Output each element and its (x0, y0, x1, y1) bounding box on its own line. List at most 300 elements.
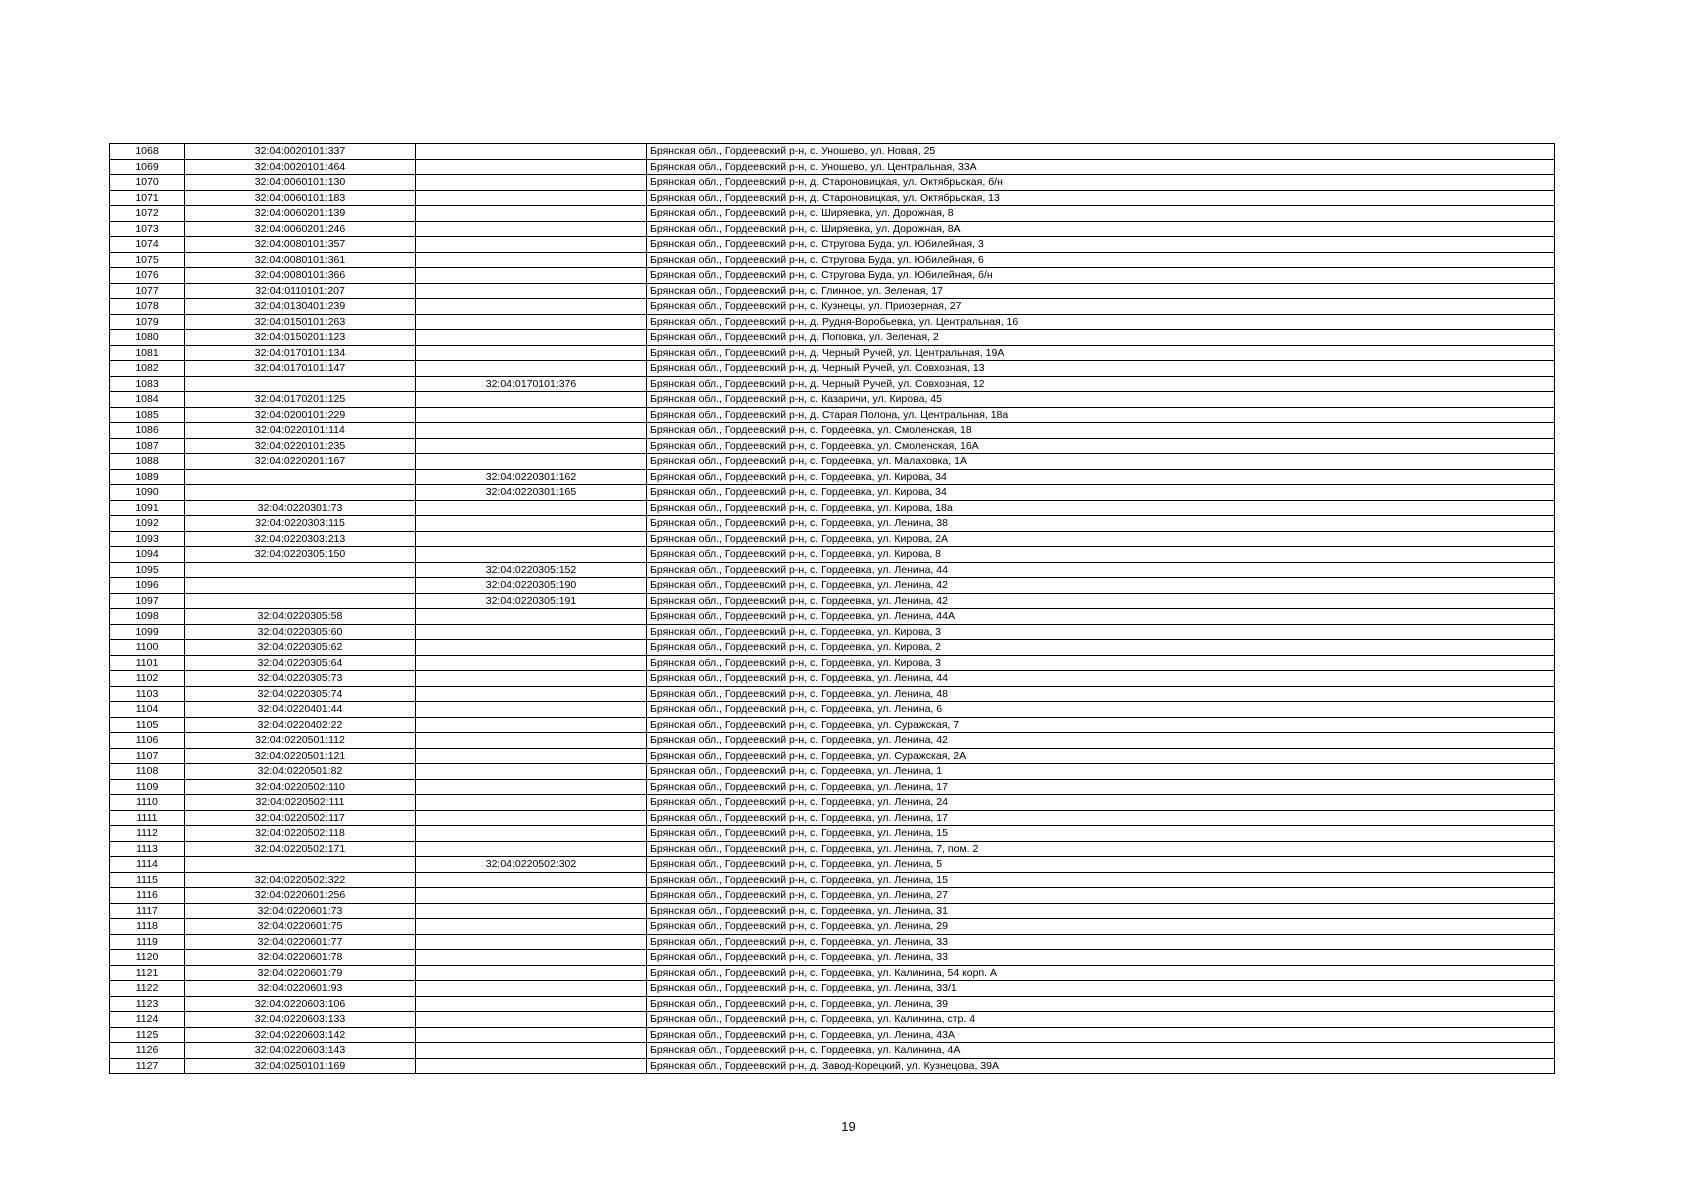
row-number-cell: 1127 (110, 1058, 185, 1074)
address-cell: Брянская обл., Гордеевский р-н, д. Черный Ручей, ул. Центральная, 19А (647, 345, 1555, 361)
table-row (110, 578, 1555, 594)
address-cell: Брянская обл., Гордеевский р-н, с. Гордеевка, ул. Калинина, стр. 4 (647, 1012, 1555, 1028)
table-row (110, 593, 1555, 609)
cadastral-number-cell: 32:04:0220502:117 (185, 810, 416, 826)
address-cell: Брянская обл., Гордеевский р-н, с. Гордеевка, ул. Ленина, 31 (647, 903, 1555, 919)
row-number-cell: 1125 (110, 1027, 185, 1043)
row-number-cell: 1095 (110, 562, 185, 578)
cadastral-number-alt-cell (416, 237, 647, 253)
row-number-cell: 1103 (110, 686, 185, 702)
cadastral-number-alt-cell (416, 206, 647, 222)
cadastral-number-cell: 32:04:0220305:60 (185, 624, 416, 640)
row-number-cell: 1071 (110, 190, 185, 206)
table-row (110, 454, 1555, 470)
address-cell: Брянская обл., Гордеевский р-н, с. Гордеевка, ул. Ленина, 7, пом. 2 (647, 841, 1555, 857)
address-cell: Брянская обл., Гордеевский р-н, с. Уношево, ул. Новая, 25 (647, 144, 1555, 160)
address-cell: Брянская обл., Гордеевский р-н, с. Гордеевка, ул. Ленина, 44 (647, 671, 1555, 687)
row-number-cell: 1123 (110, 996, 185, 1012)
cadastral-number-alt-cell (416, 407, 647, 423)
row-number-cell: 1109 (110, 779, 185, 795)
address-cell: Брянская обл., Гордеевский р-н, с. Гордеевка, ул. Ленина, 29 (647, 919, 1555, 935)
row-number-cell: 1080 (110, 330, 185, 346)
cadastral-number-cell: 32:04:0020101:337 (185, 144, 416, 160)
cadastral-number-alt-cell (416, 764, 647, 780)
table-row (110, 299, 1555, 315)
row-number-cell: 1122 (110, 981, 185, 997)
table-row (110, 268, 1555, 284)
address-cell: Брянская обл., Гордеевский р-н, с. Гордеевка, ул. Ленина, 44 (647, 562, 1555, 578)
row-number-cell: 1097 (110, 593, 185, 609)
address-cell: Брянская обл., Гордеевский р-н, с. Гордеевка, ул. Суражская, 7 (647, 717, 1555, 733)
cadastral-number-alt-cell: 32:04:0170101:376 (416, 376, 647, 392)
cadastral-number-cell: 32:04:0220603:143 (185, 1043, 416, 1059)
address-cell: Брянская обл., Гордеевский р-н, с. Гордеевка, ул. Ленина, 6 (647, 702, 1555, 718)
address-cell: Брянская обл., Гордеевский р-н, с. Гордеевка, ул. Кирова, 3 (647, 624, 1555, 640)
cadastral-number-cell: 32:04:0220601:77 (185, 934, 416, 950)
cadastral-number-alt-cell (416, 1058, 647, 1074)
row-number-cell: 1075 (110, 252, 185, 268)
cadastral-number-cell: 32:04:0220305:150 (185, 547, 416, 563)
cadastral-number-cell: 32:04:0170201:125 (185, 392, 416, 408)
cadastral-number-alt-cell (416, 1012, 647, 1028)
cadastral-number-alt-cell (416, 934, 647, 950)
row-number-cell: 1081 (110, 345, 185, 361)
cadastral-number-cell: 32:04:0220502:110 (185, 779, 416, 795)
row-number-cell: 1073 (110, 221, 185, 237)
cadastral-number-cell: 32:04:0220601:79 (185, 965, 416, 981)
row-number-cell: 1108 (110, 764, 185, 780)
cadastral-number-cell: 32:04:0170101:134 (185, 345, 416, 361)
table-row (110, 888, 1555, 904)
address-cell: Брянская обл., Гордеевский р-н, с. Уношево, ул. Центральная, 33А (647, 159, 1555, 175)
cadastral-number-alt-cell (416, 624, 647, 640)
cadastral-number-alt-cell (416, 221, 647, 237)
address-cell: Брянская обл., Гордеевский р-н, с. Гордеевка, ул. Смоленская, 18 (647, 423, 1555, 439)
table-row (110, 857, 1555, 873)
cadastral-number-cell: 32:04:0220303:115 (185, 516, 416, 532)
address-cell: Брянская обл., Гордеевский р-н, с. Гордеевка, ул. Ленина, 33/1 (647, 981, 1555, 997)
table-row (110, 609, 1555, 625)
row-number-cell: 1114 (110, 857, 185, 873)
address-cell: Брянская обл., Гордеевский р-н, с. Гордеевка, ул. Калинина, 54 корп. А (647, 965, 1555, 981)
table-row (110, 1027, 1555, 1043)
table-row (110, 500, 1555, 516)
table-row (110, 1058, 1555, 1074)
cadastral-number-alt-cell (416, 175, 647, 191)
row-number-cell: 1124 (110, 1012, 185, 1028)
table-row (110, 764, 1555, 780)
cadastral-number-alt-cell (416, 671, 647, 687)
row-number-cell: 1082 (110, 361, 185, 377)
table-row (110, 159, 1555, 175)
cadastral-number-alt-cell (416, 810, 647, 826)
row-number-cell: 1116 (110, 888, 185, 904)
cadastral-number-alt-cell (416, 500, 647, 516)
table-row (110, 1043, 1555, 1059)
row-number-cell: 1098 (110, 609, 185, 625)
row-number-cell: 1088 (110, 454, 185, 470)
cadastral-number-cell: 32:04:0110101:207 (185, 283, 416, 299)
cadastral-number-alt-cell (416, 981, 647, 997)
row-number-cell: 1118 (110, 919, 185, 935)
table-row (110, 779, 1555, 795)
cadastral-number-alt-cell (416, 702, 647, 718)
table-row (110, 655, 1555, 671)
cadastral-number-alt-cell (416, 190, 647, 206)
cadastral-number-cell: 32:04:0220601:75 (185, 919, 416, 935)
cadastral-number-alt-cell (416, 438, 647, 454)
cadastral-number-alt-cell (416, 392, 647, 408)
cadastral-number-cell (185, 857, 416, 873)
table-row (110, 965, 1555, 981)
address-cell: Брянская обл., Гордеевский р-н, д. Черный Ручей, ул. Совхозная, 12 (647, 376, 1555, 392)
row-number-cell: 1086 (110, 423, 185, 439)
address-cell: Брянская обл., Гордеевский р-н, д. Староновицкая, ул. Октябрьская, б/н (647, 175, 1555, 191)
cadastral-number-cell: 32:04:0220501:82 (185, 764, 416, 780)
cadastral-number-alt-cell (416, 965, 647, 981)
table-row (110, 190, 1555, 206)
row-number-cell: 1072 (110, 206, 185, 222)
row-number-cell: 1117 (110, 903, 185, 919)
row-number-cell: 1077 (110, 283, 185, 299)
cadastral-number-cell: 32:04:0220603:133 (185, 1012, 416, 1028)
cadastral-number-cell (185, 376, 416, 392)
cadastral-number-cell: 32:04:0060201:246 (185, 221, 416, 237)
address-cell: Брянская обл., Гордеевский р-н, с. Гордеевка, ул. Ленина, 17 (647, 779, 1555, 795)
cadastral-number-cell: 32:04:0020101:464 (185, 159, 416, 175)
row-number-cell: 1111 (110, 810, 185, 826)
cadastral-number-alt-cell (416, 531, 647, 547)
row-number-cell: 1110 (110, 795, 185, 811)
address-cell: Брянская обл., Гордеевский р-н, с. Гордеевка, ул. Ленина, 42 (647, 578, 1555, 594)
cadastral-number-alt-cell (416, 996, 647, 1012)
table-row (110, 562, 1555, 578)
cadastral-number-cell: 32:04:0220401:44 (185, 702, 416, 718)
table-row (110, 469, 1555, 485)
cadastral-number-alt-cell (416, 919, 647, 935)
row-number-cell: 1106 (110, 733, 185, 749)
cadastral-number-alt-cell (416, 733, 647, 749)
cadastral-number-cell: 32:04:0220305:73 (185, 671, 416, 687)
cadastral-number-alt-cell (416, 609, 647, 625)
address-cell: Брянская обл., Гордеевский р-н, с. Гордеевка, ул. Калинина, 4А (647, 1043, 1555, 1059)
cadastral-number-cell: 32:04:0150201:123 (185, 330, 416, 346)
cadastral-number-alt-cell (416, 252, 647, 268)
table-row (110, 438, 1555, 454)
cadastral-number-cell: 32:04:0060101:130 (185, 175, 416, 191)
cadastral-number-alt-cell (416, 361, 647, 377)
cadastral-number-alt-cell (416, 640, 647, 656)
row-number-cell: 1115 (110, 872, 185, 888)
cadastral-number-alt-cell (416, 1043, 647, 1059)
cadastral-number-cell: 32:04:0220502:118 (185, 826, 416, 842)
cadastral-number-alt-cell (416, 159, 647, 175)
address-cell: Брянская обл., Гордеевский р-н, с. Гордеевка, ул. Кирова, 2 (647, 640, 1555, 656)
row-number-cell: 1093 (110, 531, 185, 547)
address-cell: Брянская обл., Гордеевский р-н, д. Черный Ручей, ул. Совхозная, 13 (647, 361, 1555, 377)
table-row (110, 640, 1555, 656)
cadastral-number-alt-cell (416, 547, 647, 563)
table-row (110, 919, 1555, 935)
cadastral-number-alt-cell (416, 717, 647, 733)
address-cell: Брянская обл., Гордеевский р-н, с. Ширяевка, ул. Дорожная, 8А (647, 221, 1555, 237)
cadastral-number-cell: 32:04:0220101:114 (185, 423, 416, 439)
cadastral-number-alt-cell: 32:04:0220301:162 (416, 469, 647, 485)
table-row (110, 624, 1555, 640)
cadastral-number-alt-cell: 32:04:0220502:302 (416, 857, 647, 873)
row-number-cell: 1089 (110, 469, 185, 485)
cadastral-number-cell: 32:04:0220601:78 (185, 950, 416, 966)
table-row (110, 686, 1555, 702)
table-row (110, 485, 1555, 501)
row-number-cell: 1068 (110, 144, 185, 160)
table-row (110, 733, 1555, 749)
registry-table (109, 143, 1555, 1074)
table-row (110, 376, 1555, 392)
cadastral-number-alt-cell (416, 330, 647, 346)
cadastral-number-alt-cell (416, 516, 647, 532)
address-cell: Брянская обл., Гордеевский р-н, с. Гордеевка, ул. Кирова, 34 (647, 469, 1555, 485)
address-cell: Брянская обл., Гордеевский р-н, с. Гордеевка, ул. Кирова, 18а (647, 500, 1555, 516)
table-row (110, 810, 1555, 826)
table-row (110, 314, 1555, 330)
address-cell: Брянская обл., Гордеевский р-н, с. Гордеевка, ул. Кирова, 34 (647, 485, 1555, 501)
row-number-cell: 1099 (110, 624, 185, 640)
row-number-cell: 1087 (110, 438, 185, 454)
table-row (110, 671, 1555, 687)
table-row (110, 826, 1555, 842)
cadastral-number-cell: 32:04:0220301:73 (185, 500, 416, 516)
table-row (110, 516, 1555, 532)
address-cell: Брянская обл., Гордеевский р-н, с. Кузнецы, ул. Приозерная, 27 (647, 299, 1555, 315)
row-number-cell: 1126 (110, 1043, 185, 1059)
cadastral-number-cell: 32:04:0220305:64 (185, 655, 416, 671)
cadastral-number-cell: 32:04:0220502:111 (185, 795, 416, 811)
table-row (110, 144, 1555, 160)
cadastral-number-cell (185, 562, 416, 578)
table-row (110, 423, 1555, 439)
address-cell: Брянская обл., Гордеевский р-н, с. Гордеевка, ул. Ленина, 27 (647, 888, 1555, 904)
table-row (110, 361, 1555, 377)
table-row (110, 1012, 1555, 1028)
cadastral-number-cell: 32:04:0220603:106 (185, 996, 416, 1012)
cadastral-number-alt-cell: 32:04:0220305:190 (416, 578, 647, 594)
address-cell: Брянская обл., Гордеевский р-н, д. Поповка, ул. Зеленая, 2 (647, 330, 1555, 346)
row-number-cell: 1090 (110, 485, 185, 501)
cadastral-number-cell: 32:04:0220303:213 (185, 531, 416, 547)
address-cell: Брянская обл., Гордеевский р-н, д. Завод-Корецкий, ул. Кузнецова, 39А (647, 1058, 1555, 1074)
row-number-cell: 1119 (110, 934, 185, 950)
row-number-cell: 1084 (110, 392, 185, 408)
address-cell: Брянская обл., Гордеевский р-н, с. Гордеевка, ул. Ленина, 42 (647, 733, 1555, 749)
address-cell: Брянская обл., Гордеевский р-н, д. Рудня-Воробьевка, ул. Центральная, 16 (647, 314, 1555, 330)
cadastral-number-alt-cell (416, 795, 647, 811)
address-cell: Брянская обл., Гордеевский р-н, с. Гордеевка, ул. Смоленская, 16А (647, 438, 1555, 454)
cadastral-number-alt-cell (416, 872, 647, 888)
cadastral-number-cell: 32:04:0220601:73 (185, 903, 416, 919)
address-cell: Брянская обл., Гордеевский р-н, д. Старая Полона, ул. Центральная, 18а (647, 407, 1555, 423)
cadastral-number-alt-cell (416, 950, 647, 966)
cadastral-number-cell: 32:04:0220101:235 (185, 438, 416, 454)
table-row (110, 206, 1555, 222)
row-number-cell: 1100 (110, 640, 185, 656)
address-cell: Брянская обл., Гордеевский р-н, с. Гордеевка, ул. Ленина, 5 (647, 857, 1555, 873)
cadastral-number-alt-cell (416, 268, 647, 284)
cadastral-number-cell: 32:04:0220402:22 (185, 717, 416, 733)
table-row (110, 841, 1555, 857)
cadastral-number-cell: 32:04:0220305:58 (185, 609, 416, 625)
address-cell: Брянская обл., Гордеевский р-н, с. Гордеевка, ул. Суражская, 2А (647, 748, 1555, 764)
row-number-cell: 1104 (110, 702, 185, 718)
address-cell: Брянская обл., Гордеевский р-н, с. Гордеевка, ул. Кирова, 2А (647, 531, 1555, 547)
table-row (110, 872, 1555, 888)
row-number-cell: 1092 (110, 516, 185, 532)
address-cell: Брянская обл., Гордеевский р-н, с. Стругова Буда, ул. Юбилейная, 6 (647, 252, 1555, 268)
address-cell: Брянская обл., Гордеевский р-н, с. Гордеевка, ул. Ленина, 15 (647, 826, 1555, 842)
address-cell: Брянская обл., Гордеевский р-н, с. Гордеевка, ул. Ленина, 44А (647, 609, 1555, 625)
address-cell: Брянская обл., Гордеевский р-н, с. Гордеевка, ул. Ленина, 1 (647, 764, 1555, 780)
cadastral-number-cell: 32:04:0220305:74 (185, 686, 416, 702)
registry-table-body (110, 144, 1555, 1074)
address-cell: Брянская обл., Гордеевский р-н, с. Ширяевка, ул. Дорожная, 8 (647, 206, 1555, 222)
cadastral-number-alt-cell: 32:04:0220305:152 (416, 562, 647, 578)
row-number-cell: 1074 (110, 237, 185, 253)
cadastral-number-alt-cell (416, 1027, 647, 1043)
cadastral-number-alt-cell (416, 903, 647, 919)
address-cell: Брянская обл., Гордеевский р-н, с. Гордеевка, ул. Ленина, 39 (647, 996, 1555, 1012)
cadastral-number-cell: 32:04:0200101:229 (185, 407, 416, 423)
row-number-cell: 1096 (110, 578, 185, 594)
address-cell: Брянская обл., Гордеевский р-н, с. Казаричи, ул. Кирова, 45 (647, 392, 1555, 408)
address-cell: Брянская обл., Гордеевский р-н, с. Гордеевка, ул. Ленина, 38 (647, 516, 1555, 532)
table-row (110, 748, 1555, 764)
table-row (110, 903, 1555, 919)
cadastral-number-alt-cell (416, 888, 647, 904)
address-cell: Брянская обл., Гордеевский р-н, с. Гордеевка, ул. Ленина, 17 (647, 810, 1555, 826)
row-number-cell: 1121 (110, 965, 185, 981)
row-number-cell: 1078 (110, 299, 185, 315)
cadastral-number-alt-cell (416, 686, 647, 702)
cadastral-number-alt-cell (416, 826, 647, 842)
table-row (110, 531, 1555, 547)
row-number-cell: 1079 (110, 314, 185, 330)
row-number-cell: 1101 (110, 655, 185, 671)
table-row (110, 717, 1555, 733)
address-cell: Брянская обл., Гордеевский р-н, с. Гордеевка, ул. Ленина, 15 (647, 872, 1555, 888)
table-row (110, 547, 1555, 563)
row-number-cell: 1107 (110, 748, 185, 764)
cadastral-number-alt-cell (416, 748, 647, 764)
table-row (110, 407, 1555, 423)
cadastral-number-alt-cell (416, 655, 647, 671)
table-row (110, 330, 1555, 346)
address-cell: Брянская обл., Гордеевский р-н, с. Гордеевка, ул. Ленина, 33 (647, 950, 1555, 966)
cadastral-number-cell: 32:04:0220502:171 (185, 841, 416, 857)
cadastral-number-cell (185, 593, 416, 609)
address-cell: Брянская обл., Гордеевский р-н, с. Гордеевка, ул. Ленина, 48 (647, 686, 1555, 702)
table-row (110, 237, 1555, 253)
cadastral-number-alt-cell: 32:04:0220301:165 (416, 485, 647, 501)
row-number-cell: 1105 (110, 717, 185, 733)
cadastral-number-cell: 32:04:0150101:263 (185, 314, 416, 330)
row-number-cell: 1091 (110, 500, 185, 516)
cadastral-number-cell: 32:04:0220501:121 (185, 748, 416, 764)
table-row (110, 221, 1555, 237)
cadastral-number-cell: 32:04:0080101:361 (185, 252, 416, 268)
cadastral-number-alt-cell (416, 841, 647, 857)
cadastral-number-cell: 32:04:0220601:93 (185, 981, 416, 997)
table-row (110, 981, 1555, 997)
cadastral-number-cell: 32:04:0250101:169 (185, 1058, 416, 1074)
cadastral-number-alt-cell (416, 144, 647, 160)
row-number-cell: 1113 (110, 841, 185, 857)
table-row (110, 175, 1555, 191)
table-row (110, 795, 1555, 811)
cadastral-number-cell: 32:04:0220502:322 (185, 872, 416, 888)
cadastral-number-cell: 32:04:0220501:112 (185, 733, 416, 749)
row-number-cell: 1070 (110, 175, 185, 191)
table-row (110, 950, 1555, 966)
table-row (110, 996, 1555, 1012)
cadastral-number-cell: 32:04:0080101:357 (185, 237, 416, 253)
row-number-cell: 1083 (110, 376, 185, 392)
cadastral-number-alt-cell (416, 283, 647, 299)
address-cell: Брянская обл., Гордеевский р-н, с. Стругова Буда, ул. Юбилейная, б/н (647, 268, 1555, 284)
cadastral-number-cell: 32:04:0220201:167 (185, 454, 416, 470)
row-number-cell: 1112 (110, 826, 185, 842)
address-cell: Брянская обл., Гордеевский р-н, с. Гордеевка, ул. Кирова, 3 (647, 655, 1555, 671)
table-row (110, 392, 1555, 408)
cadastral-number-cell: 32:04:0060101:183 (185, 190, 416, 206)
row-number-cell: 1094 (110, 547, 185, 563)
row-number-cell: 1069 (110, 159, 185, 175)
table-row (110, 345, 1555, 361)
cadastral-number-alt-cell (416, 454, 647, 470)
cadastral-number-alt-cell (416, 299, 647, 315)
row-number-cell: 1120 (110, 950, 185, 966)
address-cell: Брянская обл., Гордеевский р-н, с. Гордеевка, ул. Ленина, 24 (647, 795, 1555, 811)
cadastral-number-cell (185, 485, 416, 501)
cadastral-number-cell (185, 578, 416, 594)
cadastral-number-alt-cell (416, 314, 647, 330)
table-row (110, 702, 1555, 718)
table-row (110, 283, 1555, 299)
address-cell: Брянская обл., Гордеевский р-н, с. Гордеевка, ул. Малаховка, 1А (647, 454, 1555, 470)
cadastral-number-cell: 32:04:0080101:366 (185, 268, 416, 284)
cadastral-number-cell: 32:04:0170101:147 (185, 361, 416, 377)
cadastral-number-cell: 32:04:0060201:139 (185, 206, 416, 222)
page-number: 19 (841, 1119, 856, 1134)
cadastral-number-alt-cell (416, 345, 647, 361)
cadastral-number-alt-cell: 32:04:0220305:191 (416, 593, 647, 609)
address-cell: Брянская обл., Гордеевский р-н, с. Гордеевка, ул. Ленина, 43А (647, 1027, 1555, 1043)
address-cell: Брянская обл., Гордеевский р-н, с. Гордеевка, ул. Кирова, 8 (647, 547, 1555, 563)
cadastral-number-alt-cell (416, 779, 647, 795)
address-cell: Брянская обл., Гордеевский р-н, с. Стругова Буда, ул. Юбилейная, 3 (647, 237, 1555, 253)
row-number-cell: 1085 (110, 407, 185, 423)
row-number-cell: 1102 (110, 671, 185, 687)
cadastral-number-cell: 32:04:0220305:62 (185, 640, 416, 656)
address-cell: Брянская обл., Гордеевский р-н, с. Гордеевка, ул. Ленина, 33 (647, 934, 1555, 950)
table-row (110, 934, 1555, 950)
address-cell: Брянская обл., Гордеевский р-н, д. Староновицкая, ул. Октябрьская, 13 (647, 190, 1555, 206)
address-cell: Брянская обл., Гордеевский р-н, с. Глинное, ул. Зеленая, 17 (647, 283, 1555, 299)
cadastral-number-cell: 32:04:0130401:239 (185, 299, 416, 315)
cadastral-number-alt-cell (416, 423, 647, 439)
row-number-cell: 1076 (110, 268, 185, 284)
table-row (110, 252, 1555, 268)
cadastral-number-cell: 32:04:0220603:142 (185, 1027, 416, 1043)
